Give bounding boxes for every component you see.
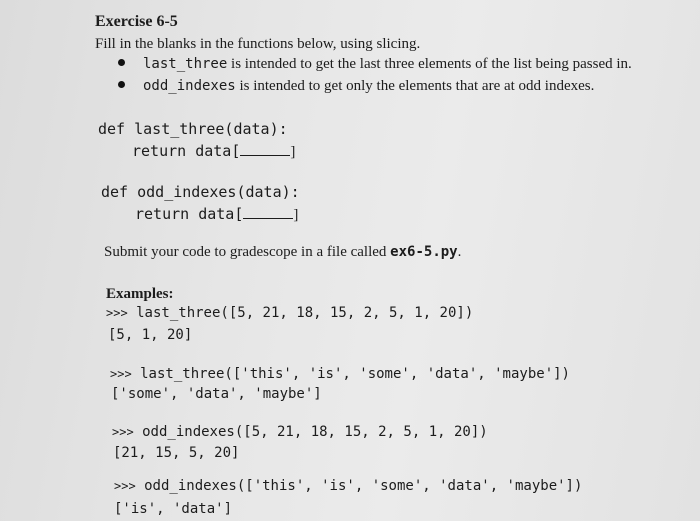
bullet-code: last_three <box>143 56 228 72</box>
example-call-text: odd_indexes([5, 21, 18, 15, 2, 5, 1, 20]) <box>142 424 488 440</box>
function-return-last-three <box>132 141 295 161</box>
return-prefix: return data[ <box>132 142 241 160</box>
bullet-item-odd-indexes <box>118 78 594 95</box>
bullet-dot-icon <box>118 81 125 88</box>
example-result: ['some', 'data', 'maybe'] <box>111 386 322 402</box>
return-suffix: ] <box>293 207 299 223</box>
submit-filename: ex6-5.py <box>390 244 458 260</box>
example-call-text: odd_indexes(['this', 'is', 'some', 'data', 'maybe']) <box>144 478 583 494</box>
repl-prompt: >>> <box>110 367 132 381</box>
example-result: [21, 15, 5, 20] <box>113 445 240 461</box>
fill-in-blank <box>243 204 293 219</box>
example-call <box>106 305 473 321</box>
exercise-title: Exercise 6-5 <box>95 13 178 30</box>
examples-heading: Examples: <box>106 286 174 302</box>
example-call <box>110 366 570 382</box>
bullet-code: odd_indexes <box>143 78 236 94</box>
bullet-item-last-three <box>118 56 632 73</box>
exercise-instructions: Fill in the blanks in the functions below, using slicing. <box>95 36 421 52</box>
example-call-text: last_three(['this', 'is', 'some', 'data', 'maybe']) <box>140 366 570 382</box>
bullet-text: is intended to get the last three elements of the list being passed in. <box>227 56 632 72</box>
example-call <box>114 478 582 494</box>
function-def-last-three: def last_three(data): <box>98 120 288 138</box>
example-result: [5, 1, 20] <box>108 327 193 343</box>
fill-in-blank <box>240 141 290 156</box>
repl-prompt: >>> <box>112 425 134 439</box>
return-suffix: ] <box>290 144 296 160</box>
submit-end: . <box>457 244 462 260</box>
example-call <box>112 424 488 440</box>
bullet-text: is intended to get only the elements that are at odd indexes. <box>235 78 595 94</box>
function-def-odd-indexes: def odd_indexes(data): <box>101 183 300 201</box>
return-prefix: return data[ <box>135 205 244 223</box>
bullet-dot-icon <box>118 59 125 66</box>
repl-prompt: >>> <box>106 306 128 320</box>
submit-instructions <box>104 244 461 261</box>
repl-prompt: >>> <box>114 479 136 493</box>
submit-text: Submit your code to gradescope in a file called <box>104 244 391 260</box>
example-call-text: last_three([5, 21, 18, 15, 2, 5, 1, 20]) <box>136 305 474 321</box>
function-return-odd-indexes <box>135 204 298 224</box>
example-result: ['is', 'data'] <box>114 501 233 517</box>
